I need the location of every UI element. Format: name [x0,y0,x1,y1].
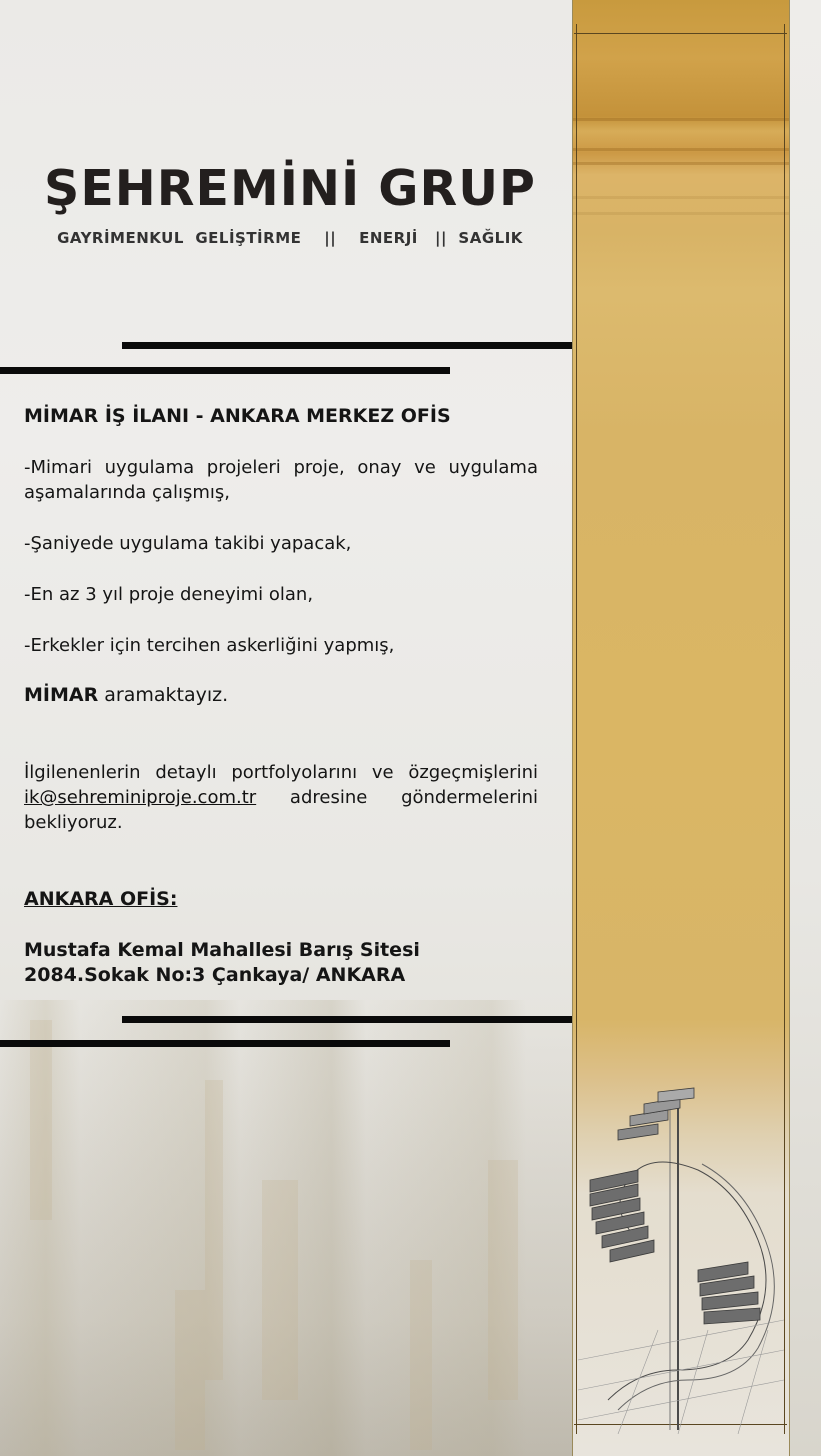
divider-bar [122,342,572,349]
requirement-item: -Erkekler için tercihen askerliğini yapmış, [24,635,395,656]
right-margin [790,0,821,1456]
apply-text: İlgilenenlerin detaylı portfolyolarını ve özgeçmişlerini [24,762,538,783]
requirement-item: -Şaniyede uygulama takibi yapacak, [24,533,352,554]
company-logo: ŞEHREMİNİ GRUP [44,160,536,217]
background-shape [205,1080,223,1380]
panel-stripe [573,148,789,151]
posting-heading: MİMAR İŞ İLANI - ANKARA MERKEZ OFİS [24,405,451,427]
spiral-staircase-illustration [578,1070,784,1434]
job-posting [24,404,538,988]
panel-stripe [573,196,789,199]
panel-frame-right [784,24,785,1434]
email-link[interactable]: ik@sehreminiproje.com.tr [24,787,257,808]
panel-frame-top [574,33,787,34]
apply-instructions [24,760,538,835]
company-tagline: GAYRİMENKUL GELİŞTİRME || ENERJİ || SAĞLIK [57,229,523,247]
panel-frame-left [576,24,577,1434]
requirement-item: -En az 3 yıl proje deneyimi olan, [24,584,314,605]
office-label: ANKARA OFİS: [24,888,178,910]
divider-bar [0,367,450,374]
apply-text: adresine göndermelerini bekliyoruz. [24,787,538,833]
background-shape [488,1160,518,1400]
role-statement [24,683,538,708]
role-text: aramaktayız. [98,684,229,706]
panel-stripe [573,118,789,121]
background-shape [175,1290,205,1450]
panel-stripe [573,162,789,165]
background-shape [30,1020,52,1220]
office-address: Mustafa Kemal Mahallesi Barış Sitesi 2084.Sokak No:3 Çankaya/ ANKARA [24,939,420,986]
background-shape [262,1180,298,1400]
background-shape [410,1260,432,1450]
panel-stripe [573,212,789,215]
divider-bar [122,1016,572,1023]
requirement-item: -Mimari uygulama projeleri proje, onay ve uygulama aşamalarında çalışmış, [24,457,538,503]
role-title: MİMAR [24,684,99,706]
divider-bar [0,1040,450,1047]
